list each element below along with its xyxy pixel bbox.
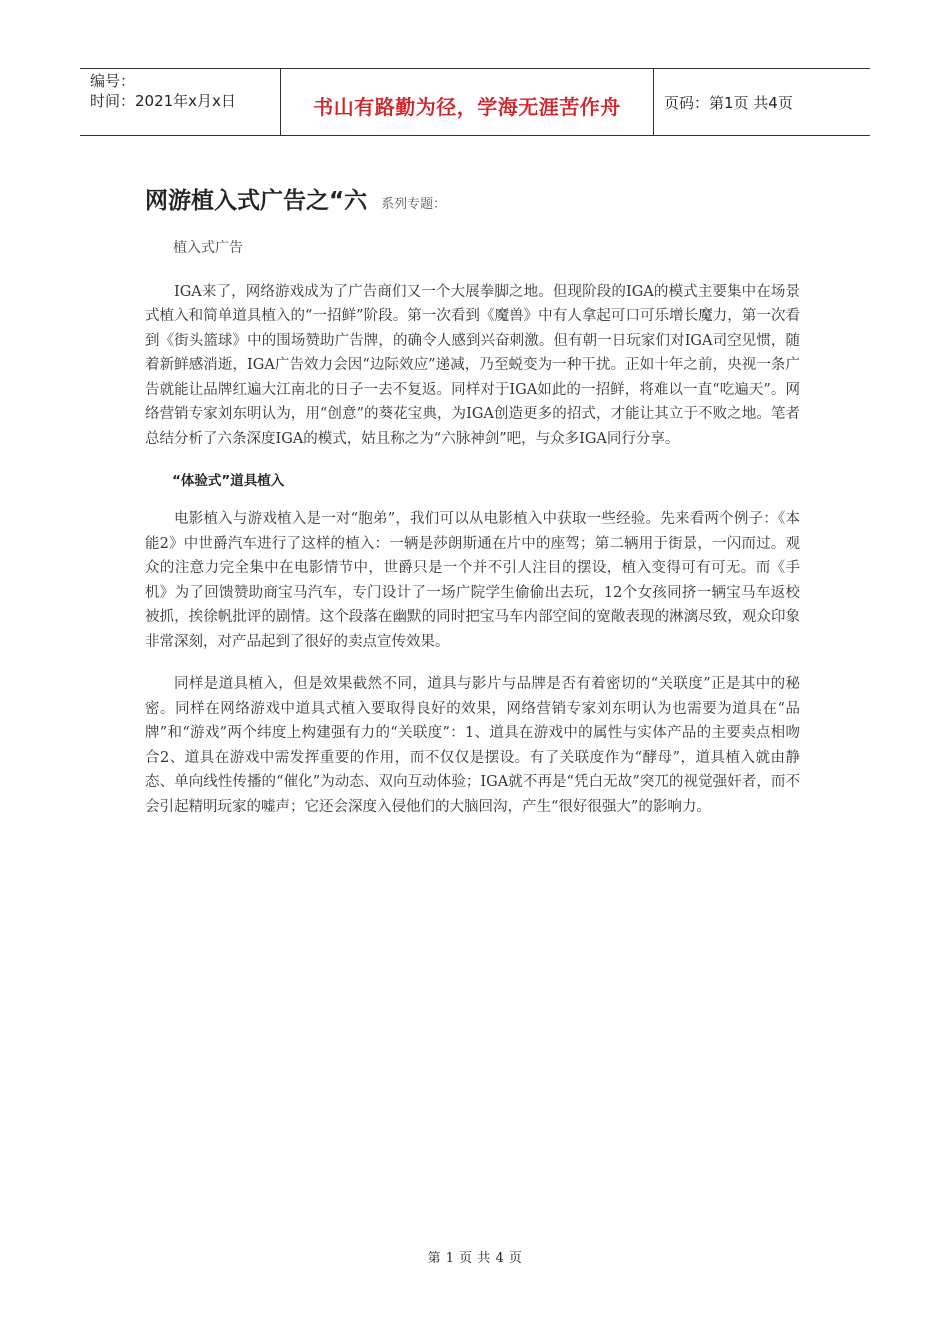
section-heading: “体验式”道具植入 <box>172 473 285 489</box>
serial-label: 编号： <box>90 72 136 90</box>
page-footer: 第 1 页 共 4 页 <box>427 1251 523 1266</box>
body-paragraph-3: 同样是道具植入，但是效果截然不同，道具与影片与品牌是否有着密切的“关联度”正是其中的秘密。同样在网络游戏中道具式植入要取得良好的效果，网络营销专家刘东明认为也需要为道具在“品牌”和“游戏”两个纬度上构建强有力的“关联度”：1、道具在游戏中的属性与实体产品的主要卖点相吻合2、道具在游戏中需发挥重要的作用，而不仅仅是摆设。有了关联度作为“酵母”，道具植入就由静态、单向线性传播的“催化”为动态、双向互动体验；IGA就不再是“凭白无故”突兀的视觉强奸者，而不会引起精明玩家的嘘声；它还会深度入侵他们的大脑回沟，产生“很好很强大”的影响力。 <box>145 676 800 815</box>
document-title: 网游植入式广告之“六 <box>145 188 368 214</box>
series-label: 系列专题： <box>381 197 447 212</box>
body-paragraph-2: 电影植入与游戏植入是一对“胞弟”，我们可以从电影植入中获取一些经验。先来看两个例子：《本能2》中世爵汽车进行了这样的植入：一辆是莎朗斯通在片中的座驾；第二辆用于街景，一闪而过。观众的注意力完全集中在电影情节中，世爵只是一个并不引人注目的摆设，植入变得可有可无。而《手机》为了回馈赞助商宝马汽车，专门设计了一场广院学生偷偷出去玩，12个女孩同挤一辆宝马车返校被抓，挨徐帆批评的剧情。这个段落在幽默的同时把宝马车内部空间的宽敞表现的淋漓尽致，观众印象非常深刻，对产品起到了很好的卖点宣传效果。 <box>145 511 800 650</box>
keyword-tag: 植入式广告 <box>173 240 243 256</box>
header-page-label: 页码：第1页 共4页 <box>664 93 793 112</box>
document-body <box>145 236 800 837</box>
header-motto: 书山有路勤为径，学海无涯苦作舟 <box>281 69 654 135</box>
intro-paragraph: IGA来了，网络游戏成为了广告商们又一个大展拳脚之地。但现阶段的IGA的模式主要集中在场景式植入和简单道具植入的“一招鲜”阶段。第一次看到《魔兽》中有人拿起可口可乐增长魔力，第一次看到《街头篮球》中的围场赞助广告牌，的确令人感到兴奋刺激。但有朝一日玩家们对IGA司空见惯，随着新鲜感消逝，IGA广告效力会因“边际效应”递减，乃至蜕变为一种干扰。正如十年之前，央视一条广告就能让品牌红遍大江南北的日子一去不复返。同样对于IGA如此的一招鲜，将难以一直“吃遍天”。网络营销专家刘东明认为，用“创意”的葵花宝典，为IGA创造更多的招式，才能让其立于不败之地。笔者总结分析了六条深度IGA的模式，姑且称之为“六脉神剑”吧，与众多IGA同行分享。 <box>145 283 800 447</box>
header-table <box>80 68 870 136</box>
header-meta-cell <box>80 69 281 135</box>
date-label: 时间：2021年x月x日 <box>90 92 236 110</box>
document-title-row <box>145 182 446 215</box>
